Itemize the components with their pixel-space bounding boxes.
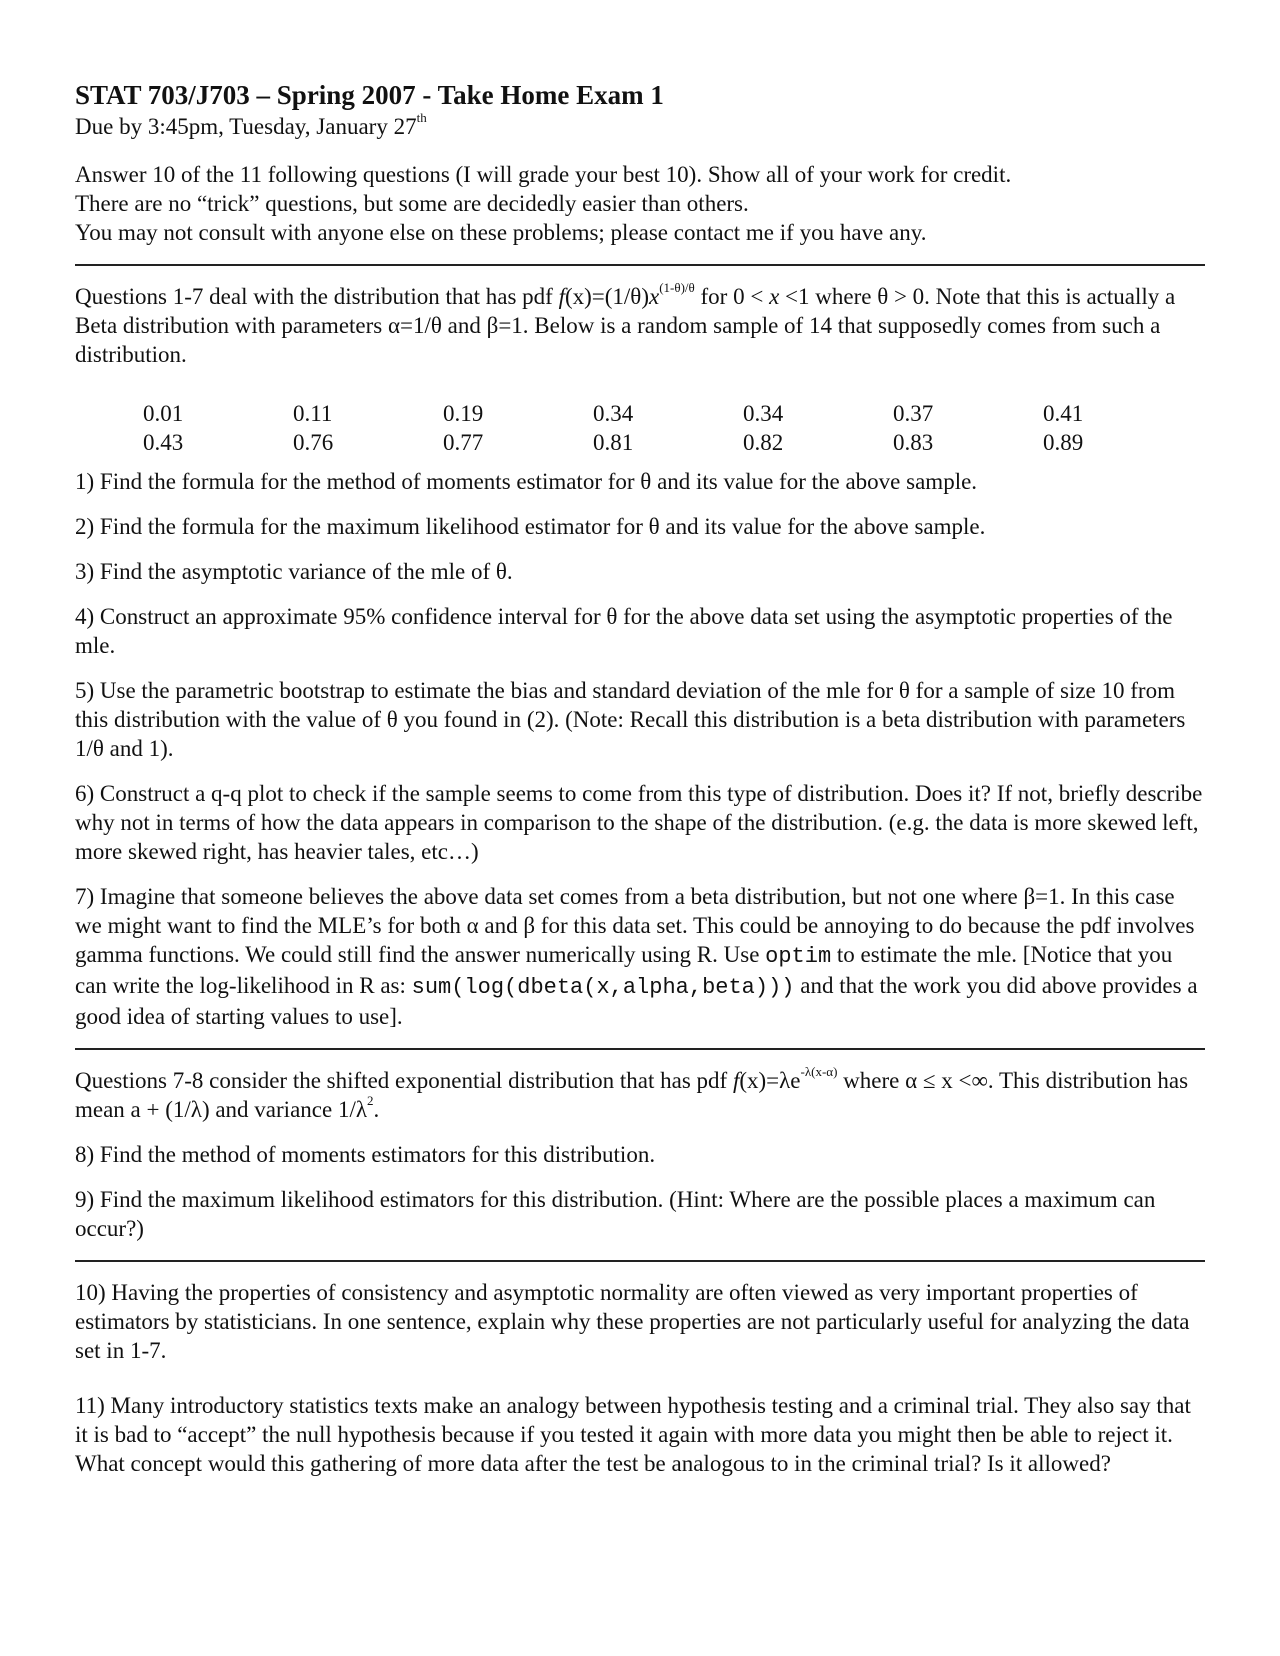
table-row: [143, 428, 1193, 457]
question-9: 9) Find the maximum likelihood estimators for this distribution. (Hint: Where are the possible places a maximum can occur?): [75, 1187, 1156, 1241]
question-7: 7) Imagine that someone believes the above data set comes from a beta distribution, but not one where β=1. In this case we might want to find the MLE’s for both α and β for this data set. This could be annoying to do because the pdf involves gamma functions. We could still find the answer numerically using R. Use optim to estimate the mle. [Notice that you can write the log-likelihood in R as: sum(log(dbeta(x,alpha,beta))) and that the work you did above provides a good idea of starting values to use].: [75, 884, 1198, 1029]
question-4: 4) Construct an approximate 95% confidence interval for θ for the above data set using the asymptotic properties of the mle.: [75, 604, 1173, 658]
section-divider: [75, 1048, 1205, 1050]
table-cell: 0.34: [593, 401, 634, 426]
instruction-line: You may not consult with anyone else on these problems; please contact me if you have any.: [75, 220, 927, 245]
question-10: 10) Having the properties of consistency and asymptotic normality are often viewed as very important properties of estimators by statisticians. In one sentence, explain why these properties are not particularly useful for analyzing the data set in 1-7.: [75, 1280, 1190, 1363]
section2-intro: Questions 7-8 consider the shifted exponential distribution that has pdf $f(x)=\lambda e^{-\lambda(x-\alpha)}$ where α ≤ x <∞. This distribution has mean a + (1/λ) and variance $1/\lambda^2$.: [75, 1064, 1189, 1122]
code-loglik: sum(log(dbeta(x,alpha,beta))): [411, 975, 795, 1000]
question-5: 5) Use the parametric bootstrap to estimate the bias and standard deviation of the mle for θ for a sample of size 10 from this distribution with the value of θ you found in (2). (Note: Recall this distribution is a beta distribution with parameters 1/θ and 1).: [75, 678, 1186, 761]
table-cell: 0.82: [743, 430, 784, 455]
exam-title: STAT 703/J703 – Spring 2007 - Take Home Exam 1: [75, 80, 664, 110]
table-row: [143, 399, 1193, 428]
instructions: [75, 160, 1205, 247]
question-3: 3) Find the asymptotic variance of the mle of θ.: [75, 559, 513, 584]
table-cell: 0.01: [143, 401, 184, 426]
question-8: 8) Find the method of moments estimators for this distribution.: [75, 1142, 656, 1167]
table-cell: 0.19: [443, 401, 484, 426]
table-cell: 0.43: [143, 430, 184, 455]
table-cell: 0.81: [593, 430, 634, 455]
table-cell: 0.83: [893, 430, 934, 455]
section-divider: [75, 1260, 1205, 1262]
table-cell: 0.76: [293, 430, 334, 455]
table-cell: 0.37: [893, 401, 934, 426]
instruction-line: Answer 10 of the 11 following questions (I will grade your best 10). Show all of your work for credit.: [75, 162, 1012, 187]
question-2: 2) Find the formula for the maximum likelihood estimator for θ and its value for the above sample.: [75, 514, 986, 539]
question-1: 1) Find the formula for the method of moments estimator for θ and its value for the above sample.: [75, 469, 978, 494]
table-cell: 0.11: [293, 401, 333, 426]
table-cell: 0.34: [743, 401, 784, 426]
table-cell: 0.77: [443, 430, 484, 455]
exam-page: [75, 78, 1205, 1478]
table-cell: 0.89: [1043, 430, 1084, 455]
question-11: 11) Many introductory statistics texts make an analogy between hypothesis testing and a criminal trial. They also say that it is bad to “accept” the null hypothesis because if you tested it again with more data you might then be able to reject it. What concept would this gathering of more data after the test be analogous to in the criminal trial? Is it allowed?: [75, 1393, 1191, 1476]
question-6: 6) Construct a q-q plot to check if the sample seems to come from this type of distribution. Does it? If not, briefly describe why not in terms of how the data appears in comparison to the shape of the distribution. (e.g. the data is more skewed left, more skewed right, has heavier tales, etc…): [75, 781, 1203, 864]
code-optim: optim: [765, 944, 832, 969]
sample-data-table: [143, 399, 1193, 457]
section-divider: [75, 264, 1205, 266]
section1-intro: Questions 1-7 deal with the distribution that has pdf $f(x)=(1/\theta)x^{(1-\theta)/\theta}$ for 0 < x <1 where θ > 0. Note that this is actually a Beta distribution with parameters α=1/θ and β=1. Below is a random sample of 14 that supposedly comes from such a distribution.: [75, 280, 1176, 367]
instruction-line: There are no “trick” questions, but some are decidedly easier than others.: [75, 191, 749, 216]
due-date: Due by 3:45pm, Tuesday, January 27th: [75, 110, 427, 139]
table-cell: 0.41: [1043, 401, 1084, 426]
